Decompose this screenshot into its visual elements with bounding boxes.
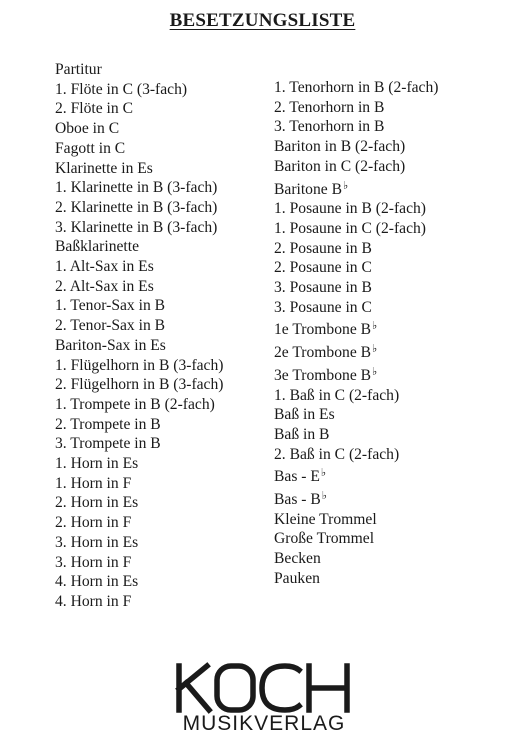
instrument-item [274,487,438,510]
instrument-label: 2. Tenorhorn in B [274,98,385,116]
flat-sign: ♭ [320,467,327,480]
flat-sign: ♭ [321,490,327,503]
instrument-item [274,298,438,318]
instrument-label: Baritone B [274,180,342,198]
instrument-item: 2. Horn in Es [55,494,139,512]
instrument-label: 2. Posaune in B [274,239,372,257]
instrument-label: 1. Tenorhorn in B (2-fach) [274,79,439,96]
instrument-item [274,317,438,340]
flat-sign: ♭ [372,320,378,333]
logo-subtitle: MUSIKVERLAG [182,712,346,735]
instrument-label: Bas - B [274,491,321,509]
instrument-item: 1. Flöte in C (3-fach) [55,80,188,98]
instrument-item: Partitur [55,61,102,78]
instrument-item [274,219,438,239]
instrument-item [274,137,438,157]
instrument-item: 4. Horn in Es [55,573,139,591]
instrument-item [274,464,438,487]
instrument-item: 1. Flügelhorn in B (3-fach) [55,356,224,374]
instrument-item: 2. Tenor-Sax in B [55,317,166,335]
instrument-item: 1. Klarinette in B (3-fach) [55,179,218,197]
instrument-item [274,569,438,589]
koch-logo-icon [173,662,355,714]
instrument-label: 3e Trombone B [274,366,372,384]
instrument-item: Klarinette in Es [55,159,153,177]
instrument-item: 2. Trompete in B [55,415,161,433]
instrument-label: 3. Posaune in B [274,279,372,297]
instrument-item [274,340,438,363]
flat-sign: ♭ [343,179,349,192]
instrument-item: 2. Alt-Sax in Es [55,277,154,295]
instrument-list-left [55,60,223,612]
instrument-item: 1. Alt-Sax in Es [55,258,154,276]
instrument-label: 1. Posaune in B (2-fach) [274,200,427,218]
instrument-item: 3. Horn in F [55,553,132,571]
instrument-item: 2. Klarinette in B (3-fach) [55,198,218,216]
instrument-label: 1. Baß in C (2-fach) [274,386,400,404]
instrument-label: 3. Tenorhorn in B [274,118,385,136]
instrument-item [274,239,438,259]
instrument-item [274,386,438,406]
instrument-item: 2. Flügelhorn in B (3-fach) [55,376,224,394]
instrument-label: 2. Posaune in C [274,259,372,277]
instrument-item [274,278,438,298]
instrument-list-right [274,78,438,589]
page-title: BESETZUNGSLISTE [169,10,356,31]
instrument-item [274,510,438,530]
instrument-item [274,117,438,137]
instrument-item: Bariton-Sax in Es [55,336,166,354]
instrument-item: 4. Horn in F [55,592,132,610]
publisher-logo [173,662,355,742]
instrument-label: Bas - E [274,468,320,486]
instrument-item: 1. Horn in F [55,474,132,492]
instrument-label: 3. Posaune in C [274,298,372,316]
instrument-item: 3. Klarinette in B (3-fach) [55,218,218,236]
instrument-item [274,258,438,278]
flat-sign: ♭ [372,343,378,356]
instrument-item [274,78,438,98]
instrument-item [274,445,438,465]
instrument-item [274,157,438,177]
instrument-item [274,98,438,118]
instrument-label: Kleine Trommel [274,510,377,528]
instrument-label: 1. Posaune in C (2-fach) [274,219,427,237]
instrument-item: 3. Horn in Es [55,533,139,551]
instrument-item: 1. Tenor-Sax in B [55,297,166,315]
instrument-label: Becken [274,550,321,568]
instrument-item: 2. Flöte in C [55,100,133,118]
instrument-label: 1e Trombone B [274,321,372,339]
instrument-item: Oboe in C [55,120,120,138]
instrument-label: 2. Baß in C (2-fach) [274,445,400,463]
instrument-item [274,177,438,200]
instrument-item: 1. Horn in Es [55,455,139,473]
instrument-item: Fagott in C [55,139,126,157]
instrument-label: Bariton in B (2-fach) [274,138,406,156]
instrument-item [274,199,438,219]
instrument-item [274,549,438,569]
instrument-item: 3. Trompete in B [55,435,161,453]
instrument-item: 2. Horn in F [55,514,132,532]
instrument-item: 1. Trompete in B (2-fach) [55,395,215,413]
instrument-label: Baß in Es [274,406,335,424]
instrument-item [274,363,438,386]
instrument-label: 2e Trombone B [274,344,372,362]
instrument-item: Baßklarinette [55,238,139,256]
instrument-label: Baß in B [274,425,330,443]
instrument-label: Pauken [274,569,320,587]
instrument-item [274,405,438,425]
instrument-label: Große Trommel [274,530,375,548]
instrument-item [274,529,438,549]
flat-sign: ♭ [372,365,378,378]
instrument-item [274,425,438,445]
instrument-label: Bariton in C (2-fach) [274,157,406,175]
